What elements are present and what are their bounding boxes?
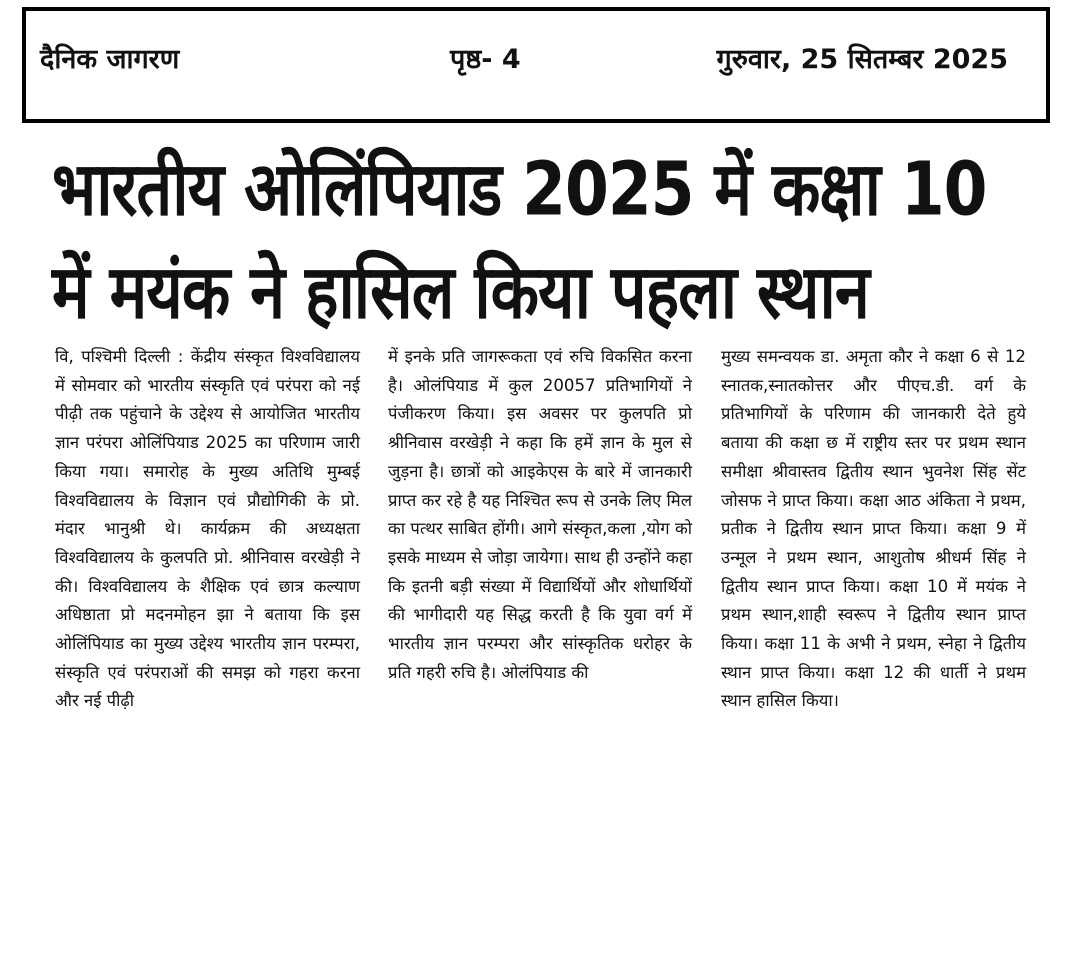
column-3-text: मुख्य समन्वयक डा. अमृता कौर ने कक्षा 6 से 12 स्नातक,स्नातकोत्तर और पीएच.डी. वर्ग के प्रतिभागियों के परिणाम की जानकारी देते हुये बताया की कक्षा छ में राष्ट्रीय स्तर पर प्रथम स्थान समीक्षा श्रीवास्तव द्वितीय स्थान भुवनेश सिंह सेंट जोसफ ने प्राप्त किया। कक्षा आठ अंकिता ने प्रथम, प्रतीक ने द्वितीय स्थान प्राप्त किया। कक्षा 9 में उन्मूल ने प्रथम स्थान, आशुतोष श्रीधर्म सिंह ने द्वितीय स्थान प्राप्त किया। कक्षा 10 में मयंक ने प्रथम स्थान,शाही स्वरूप ने द्वितीय स्थान प्राप्त किया। कक्षा 11 के अभी ने प्रथम, स्नेहा ने द्वितीय स्थान प्राप्त किया। कक्षा 12 की धार्ती ने प्रथम स्थान हासिल किया। — [721, 347, 1026, 711]
article-column-3 — [721, 343, 1026, 716]
column-1-text: वि, पश्चिमी दिल्ली : केंद्रीय संस्कृत विश्वविद्यालय में सोमवार को भारतीय संस्कृति एवं परंपरा को नई पीढ़ी तक पहुंचाने के उद्देश्य से आयोजित भारतीय ज्ञान परंपरा ओलिंपियाड 2025 का परिणाम जारी किया गया। समारोह के मुख्य अतिथि मुम्बई विश्वविद्यालय के विज्ञान एवं प्रौद्योगिकी के प्रो. मंदार भानुश्री थे। कार्यक्रम की अध्यक्षता विश्वविद्यालय के कुलपति प्रो. श्रीनिवास वरखेड़ी ने की। विश्वविद्यालय के शैक्षिक एवं छात्र कल्याण अधिष्ठाता प्रो मदनमोहन झा ने बताया कि इस ओलिंपियाड का मुख्य उद्देश्य भारतीय ज्ञान परम्परा, संस्कृति एवं परंपराओं की समझ को गहरा करना और नई पीढ़ी — [55, 347, 360, 711]
page-number: पृष्ठ- 4 — [450, 44, 521, 75]
headline — [52, 138, 1032, 343]
article-column-1 — [55, 343, 360, 716]
headline-line-2: में मयंक ने हासिल किया पहला स्थान — [52, 248, 869, 336]
newspaper-name: दैनिक जागरण — [40, 44, 180, 75]
headline-line-1: भारतीय ओलिंपियाड 2025 में कक्षा 10 — [52, 146, 987, 233]
publication-date: गुरुवार, 25 सितम्बर 2025 — [716, 44, 1008, 75]
column-2-text: में इनके प्रति जागरूकता एवं रुचि विकसित करना है। ओलंपियाड में कुल 20057 प्रतिभागियों ने पंजीकरण किया। इस अवसर पर कुलपति प्रो श्रीनिवास वरखेड़ी ने कहा कि हमें ज्ञान के मुल से जुड़ना है। छात्रों को आइकेएस के बारे में जानकारी प्राप्त कर रहे है यह निश्चित रूप से उनके लिए मिल का पत्थर साबित होंगी। आगे संस्कृत,कला ,योग को इसके माध्यम से जोड़ा जायेगा। साथ ही उन्होंने कहा कि इतनी बड़ी संख्या में विद्यार्थियों और शोधार्थियों की भागीदारी यह सिद्ध करती है कि युवा वर्ग में भारतीय ज्ञान परम्परा और सांस्कृतिक धरोहर के प्रति गहरी रुचि है। ओलंपियाड की — [388, 347, 692, 682]
masthead — [22, 7, 1050, 123]
article-column-2 — [388, 343, 692, 687]
